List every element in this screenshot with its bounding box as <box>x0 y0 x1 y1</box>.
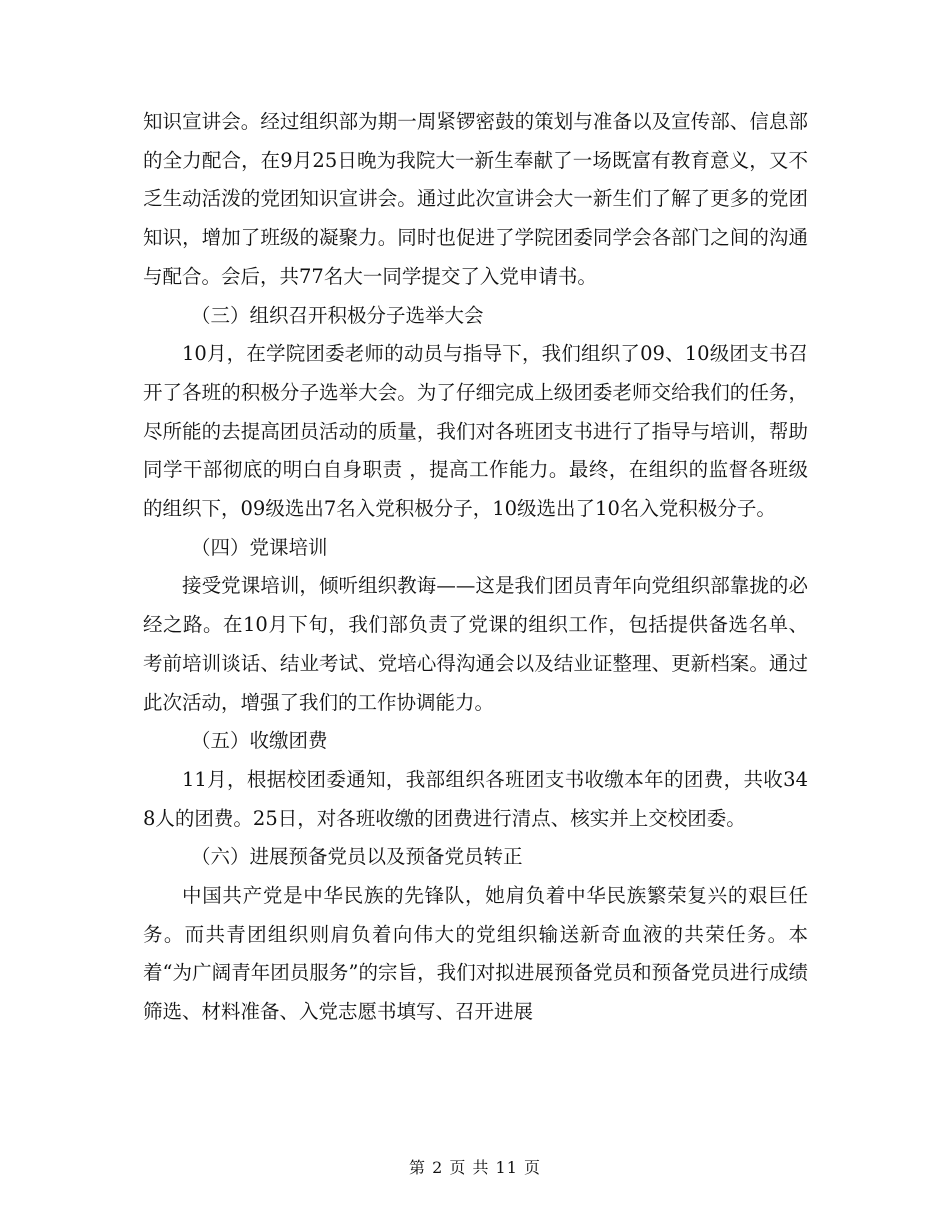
paragraph-activist-election: 10月，在学院团委老师的动员与指导下，我们组织了09、10级团支书召开了各班的积极分子选举大会。为了仔细完成上级团委老师交给我们的任务，尽所能的去提高团员活动的质量，我们对各班团支书进行了指导与培训，帮助同学干部彻底的明白自身职责 ，提高工作能力。最终，在组织的监督各班级的组织下，09级选出7名入党积极分子，10级选出了10名入党积极分子。 <box>143 342 808 521</box>
section-heading-5: （五）收缴团费 <box>191 729 328 753</box>
paragraph-party-course: 接受党课培训，倾听组织教诲——这是我们团员青年向党组织部靠拢的必经之路。在10月下旬，我们部负责了党课的组织工作，包括提供备选名单、考前培训谈话、结业考试、党培心得沟通会以及结业证整理、更新档案。通过此次活动，增强了我们的工作协调能力。 <box>143 574 808 714</box>
page-number-footer: 第 2 页 共 11 页 <box>409 1158 541 1177</box>
paragraph-intro-continuation: 知识宣讲会。经过组织部为期一周紧锣密鼓的策划与准备以及宣传部、信息部的全力配合，在9月25日晚为我院大一新生奉献了一场既富有教育意义，又不乏生动活泼的党团知识宣讲会。通过此次宣讲会大一新生们了解了更多的党团知识，增加了班级的凝聚力。同时也促进了学院团委同学会各部门之间的沟通与配合。会后，共77名大一同学提交了入党申请书。 <box>143 110 808 288</box>
section-heading-4: （四）党课培训 <box>191 535 328 559</box>
paragraph-league-dues: 11月，根据校团委通知，我部组织各班团支书收缴本年的团费，共收348人的团费。25日，对各班收缴的团费进行清点、核实并上交校团委。 <box>143 767 808 830</box>
document-body <box>143 103 808 1032</box>
section-heading-6: （六）进展预备党员以及预备党员转正 <box>191 845 523 869</box>
paragraph-probationary-members: 中国共产党是中华民族的先锋队，她肩负着中华民族繁荣复兴的艰巨任务。而共青团组织则肩负着向伟大的党组织输送新奇血液的共荣任务。本着“为广阔青年团员服务”的宗旨，我们对拟进展预备党员和预备党员进行成绩筛选、材料准备、入党志愿书填写、召开进展 <box>143 884 808 1024</box>
section-heading-3: （三）组织召开积极分子选举大会 <box>191 303 484 327</box>
